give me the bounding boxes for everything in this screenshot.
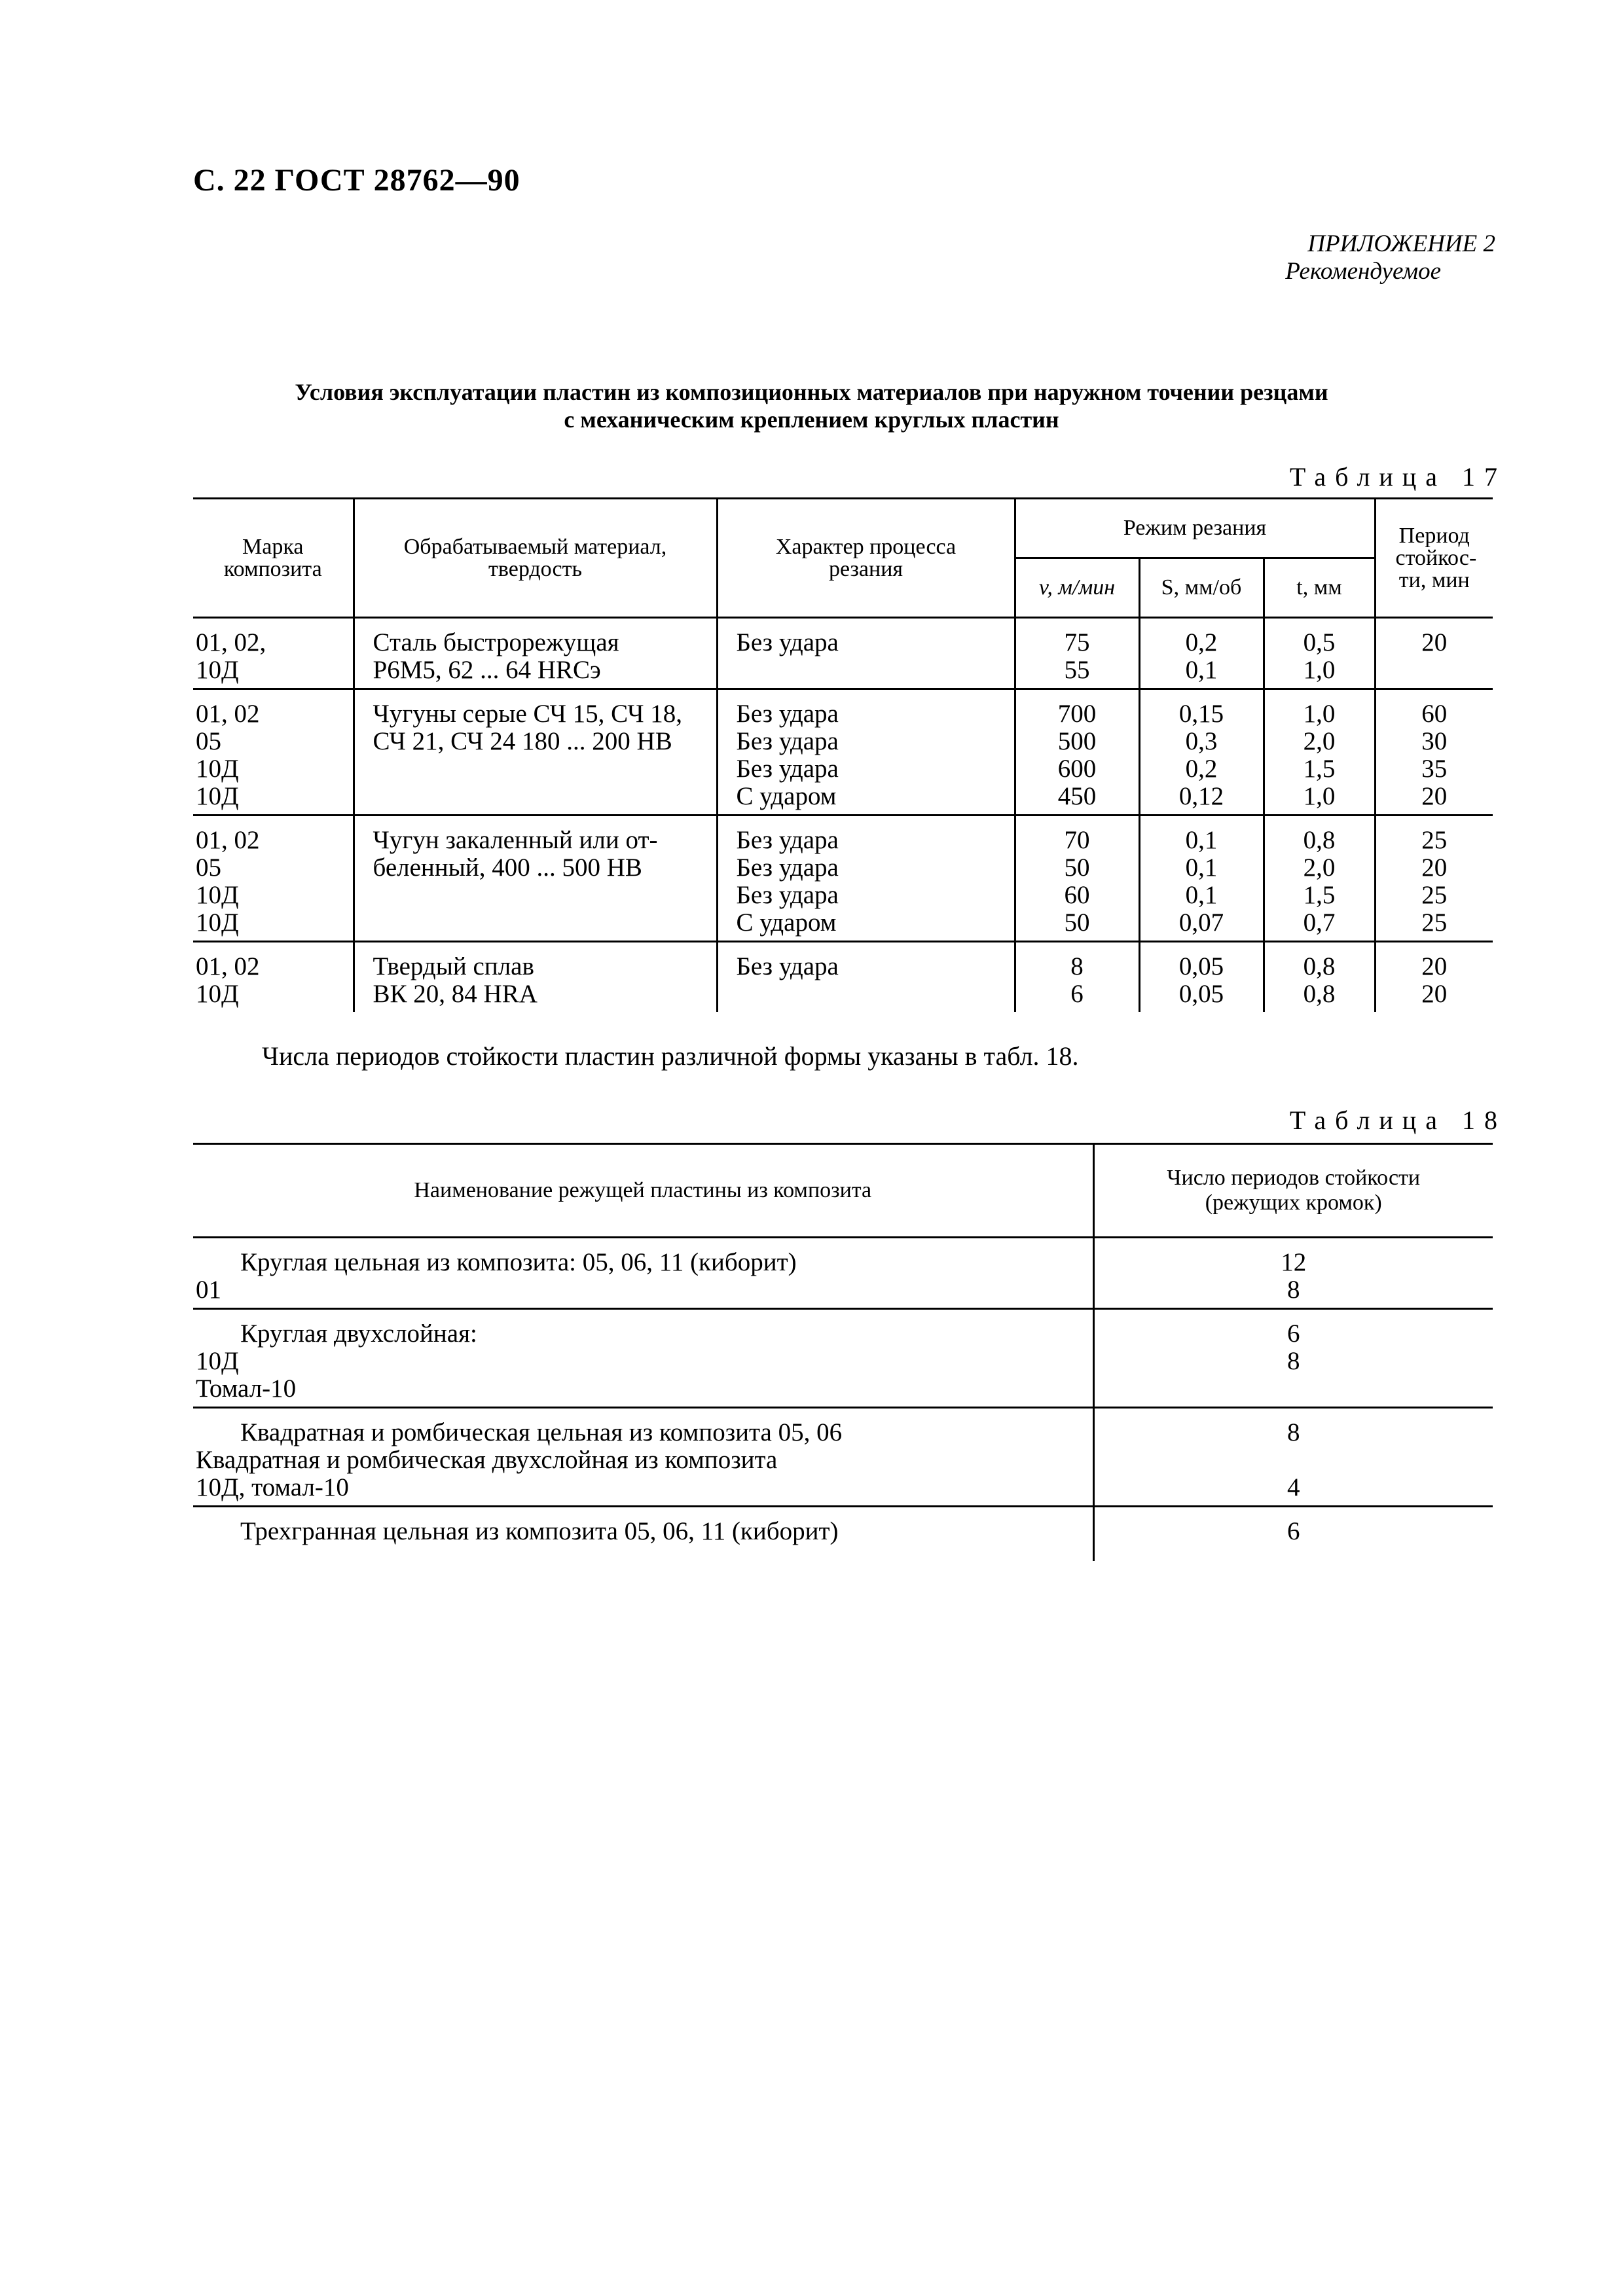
table-row [193, 1238, 1493, 1309]
cell-v: 70 50 60 50 [1015, 816, 1139, 942]
cell-period-count: 6 8 [1287, 1319, 1300, 1375]
cell-v: 700 500 600 450 [1015, 689, 1139, 816]
table-18-label: Таблица 18 [1289, 1105, 1506, 1135]
cell-process: Без удара [717, 618, 1015, 689]
table-row [193, 1408, 1493, 1507]
cell-t: 0,8 0,8 [1264, 942, 1375, 1013]
plate-name-lead: Трехгранная цельная из композита 05, 06, 11 (киборит) [240, 1517, 839, 1545]
cell-s: 0,1 0,1 0,1 0,07 [1139, 816, 1264, 942]
table-18-reference-note: Числа периодов стойкости пластин различной формы указаны в табл. 18. [262, 1041, 1079, 1071]
table-17 [193, 497, 1493, 1012]
cell-period: 20 20 [1375, 942, 1493, 1013]
title-line-1: Условия эксплуатации пластин из композиционных материалов при наружном точении резцами [295, 379, 1328, 405]
cell-s: 0,15 0,3 0,2 0,12 [1139, 689, 1264, 816]
cell-t: 0,8 2,0 1,5 0,7 [1264, 816, 1375, 942]
cell-period: 20 [1375, 618, 1493, 689]
appendix-status: Рекомендуемое [1285, 258, 1442, 285]
cell-t: 1,0 2,0 1,5 1,0 [1264, 689, 1375, 816]
cell-v: 8 6 [1015, 942, 1139, 1013]
table-row [193, 1309, 1493, 1408]
cell-s: 0,2 0,1 [1139, 618, 1264, 689]
cell-material: Твердый сплав ВК 20, 84 HRA [354, 942, 717, 1013]
appendix-label [1285, 230, 1495, 285]
cell-material: Чугуны серые СЧ 15, СЧ 18, СЧ 21, СЧ 24 180 ... 200 НВ [354, 689, 717, 816]
table-row [193, 618, 1493, 689]
table-17-label: Таблица 17 [1289, 462, 1506, 492]
header-plate-name: Наименование режущей пластины из композита [193, 1144, 1093, 1238]
cell-plate-name [193, 1408, 1093, 1507]
header-period: Период стойкос-ти, мин [1375, 499, 1493, 618]
header-material: Обрабатываемый материал, твердость [354, 499, 717, 618]
title-line-2: с механическим креплением круглых пластин [564, 406, 1059, 433]
cell-period-count: 8 4 [1287, 1418, 1300, 1501]
cell-period: 60 30 35 20 [1375, 689, 1493, 816]
cell-brand: 01, 02 10Д [193, 942, 354, 1013]
table-row [193, 689, 1493, 816]
cell-plate-name [193, 1238, 1093, 1309]
header-t: t, мм [1264, 558, 1375, 618]
cell-brand: 01, 02 05 10Д 10Д [193, 689, 354, 816]
cell-t: 0,5 1,0 [1264, 618, 1375, 689]
plate-name-lead: Круглая двухслойная: [240, 1319, 477, 1348]
appendix-number: ПРИЛОЖЕНИЕ 2 [1307, 230, 1495, 257]
cell-period-count: 6 [1287, 1517, 1300, 1545]
header-count-line-1: Число периодов стойкости [1167, 1166, 1421, 1190]
header-s: S, мм/об [1139, 558, 1264, 618]
cell-brand: 01, 02, 10Д [193, 618, 354, 689]
cell-period-count: 12 8 [1281, 1248, 1307, 1304]
plate-name-rest: 10Д Томал-10 [196, 1347, 297, 1403]
cell-plate-name [193, 1507, 1093, 1562]
cell-brand: 01, 02 05 10Д 10Д [193, 816, 354, 942]
table-row [193, 816, 1493, 942]
table-18 [193, 1143, 1493, 1561]
header-period-count [1093, 1144, 1493, 1238]
header-cutting-mode: Режим резания [1015, 499, 1375, 558]
header-brand: Марка композита [193, 499, 354, 618]
plate-name-rest: Квадратная и ромбическая двухслойная из композита 10Д, томал-10 [196, 1446, 778, 1501]
cell-process: Без удара Без удара Без удара С ударом [717, 816, 1015, 942]
table-row [193, 942, 1493, 1013]
plate-name-rest: 01 [196, 1276, 221, 1304]
page-header: С. 22 ГОСТ 28762—90 [193, 163, 520, 198]
header-process: Характер процесса резания [717, 499, 1015, 618]
cell-material: Чугун закаленный или от- беленный, 400 ... 500 НВ [354, 816, 717, 942]
plate-name-lead: Квадратная и ромбическая цельная из композита 05, 06 [240, 1418, 843, 1446]
plate-name-lead: Круглая цельная из композита: 05, 06, 11 (киборит) [240, 1248, 797, 1276]
cell-v: 75 55 [1015, 618, 1139, 689]
cell-process: Без удара [717, 942, 1015, 1013]
table-row [193, 1507, 1493, 1562]
header-count-line-2: (режущих кромок) [1205, 1191, 1382, 1215]
document-title [0, 378, 1623, 433]
header-v: v, м/мин [1015, 558, 1139, 618]
cell-s: 0,05 0,05 [1139, 942, 1264, 1013]
cell-process: Без удара Без удара Без удара С ударом [717, 689, 1015, 816]
cell-plate-name [193, 1309, 1093, 1408]
cell-period: 25 20 25 25 [1375, 816, 1493, 942]
cell-material: Сталь быстрорежущая Р6М5, 62 ... 64 HRCэ [354, 618, 717, 689]
